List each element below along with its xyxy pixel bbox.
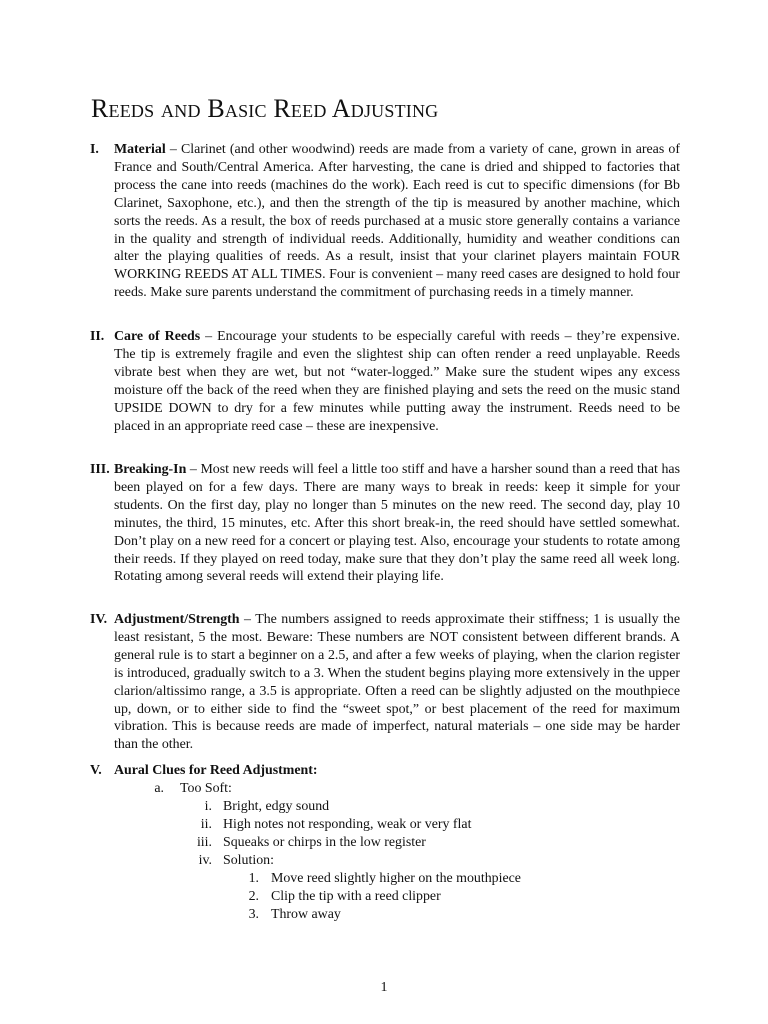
section-text: – Encourage your students to be especially careful with reeds – they’re expensive. The tip is extremely fragile and even the slightest ship can often render a reed unplayable. Reeds vibrate best when they are wet, but not “water-logged.” Make sure the student wipes any excess moisture off the back of the reed when they are finished playing and sets the reed on the music stand UPSIDE DOWN to dry for a few minutes while putting away the instrument. Reeds need to be placed in an appropriate reed case – these are inexpensive. [114,329,680,434]
section-body [114,461,680,586]
section-adjustment-strength [90,611,680,754]
list-item-text: Squeaks or chirps in the low register [223,834,426,850]
section-text: – Most new reeds will feel a little too stiff and have a harsher sound than a reed that has been played on for a few days. There are many ways to break in reeds: keep it simple for your students. On the first day, play no longer than 5 minutes on the new reed. The second day, play 10 minutes, the third, 15 minutes, etc. After this short break-in, the reed should have settled somewhat. Don’t play on a new reed for a concert or playing test. Also, encourage your students to rotate among their reeds. If they played on reed today, make sure that they don’t play the same reed all week long. Rotating among several reeds will extend their playing life. [114,462,680,585]
list-item-label: i. [204,799,212,814]
list-item-label: 2. [248,888,259,904]
list-item-text: Clip the tip with a reed clipper [271,888,441,904]
section-body [114,328,680,435]
section-body [114,141,680,302]
list-item-text: Move reed slightly higher on the mouthpiece [271,871,521,886]
section-numeral: III. [90,462,110,477]
section-heading: Breaking-In [114,462,187,477]
list-item-text: Throw away [271,906,341,922]
section-numeral: V. [90,763,102,778]
section-heading: Material [114,142,166,157]
section-text: – The numbers assigned to reeds approximate their stiffness; 1 is usually the least resistant, 5 the most. Beware: These numbers are NOT consistent between different brands. A general rule is to start a beginner on a 2.5, and after a few weeks of playing, when the clarion register is introduced, gradually switch to a 3. When the student begins playing more extensively in the upper clarion/altissimo range, a 3.5 is appropriate. Often a reed can be slightly adjusted on the mouthpiece up, down, or to either side to find the “sweet spot,” or best placement of the reed for maximum vibration. This is because reeds are made of imperfect, natural materials – one side may be harder than the other. [114,612,680,753]
section-heading: Care of Reeds [114,329,201,344]
section-care-of-reeds [90,328,680,435]
list-item-text: Too Soft: [180,781,232,796]
list-item-label: 3. [248,906,259,922]
page-number: 1 [380,980,388,995]
section-numeral: II. [90,329,105,344]
section-heading: Aural Clues for Reed Adjustment: [114,763,318,778]
section-body [114,762,680,780]
list-item-label: a. [154,781,164,796]
list-item-label: ii. [200,816,212,832]
section-heading: Adjustment/Strength [114,612,240,627]
list-item-text: High notes not responding, weak or very flat [223,816,472,832]
section-aural-clues [90,762,680,780]
document-title: Reeds and Basic Reed Adjusting [91,94,439,123]
list-item-label: 1. [248,871,259,886]
section-text: – Clarinet (and other woodwind) reeds are made from a variety of cane, grown in areas of France and South/Central America. After harvesting, the cane is dried and shipped to factories that process the cane into reeds (machines do the work). Each reed is cut to specific dimensions (for Bb Clarinet, Saxophone, etc.), and then the strength of the tip is measured by another machine, which sorts the reeds. As a result, the box of reeds purchased at a music store generally contains a variance in the quality and strength of individual reeds. Additionally, humidity and weather conditions can alter the playing qualities of reeds. As a result, insist that your clarinet players maintain FOUR WORKING REEDS AT ALL TIMES. Four is convenient – many reed cases are designed to hold four reeds. Make sure parents understand the commitment of purchasing reeds in a timely manner. [114,142,680,301]
section-numeral: I. [90,142,99,157]
list-item-label: iii. [196,834,212,850]
section-material [90,141,680,302]
section-body [114,611,680,754]
list-item-text: Bright, edgy sound [223,799,330,814]
list-item-text: Solution: [223,852,274,868]
section-breaking-in [90,461,680,586]
list-item-label: iv. [198,852,212,868]
section-numeral: IV. [90,612,108,627]
